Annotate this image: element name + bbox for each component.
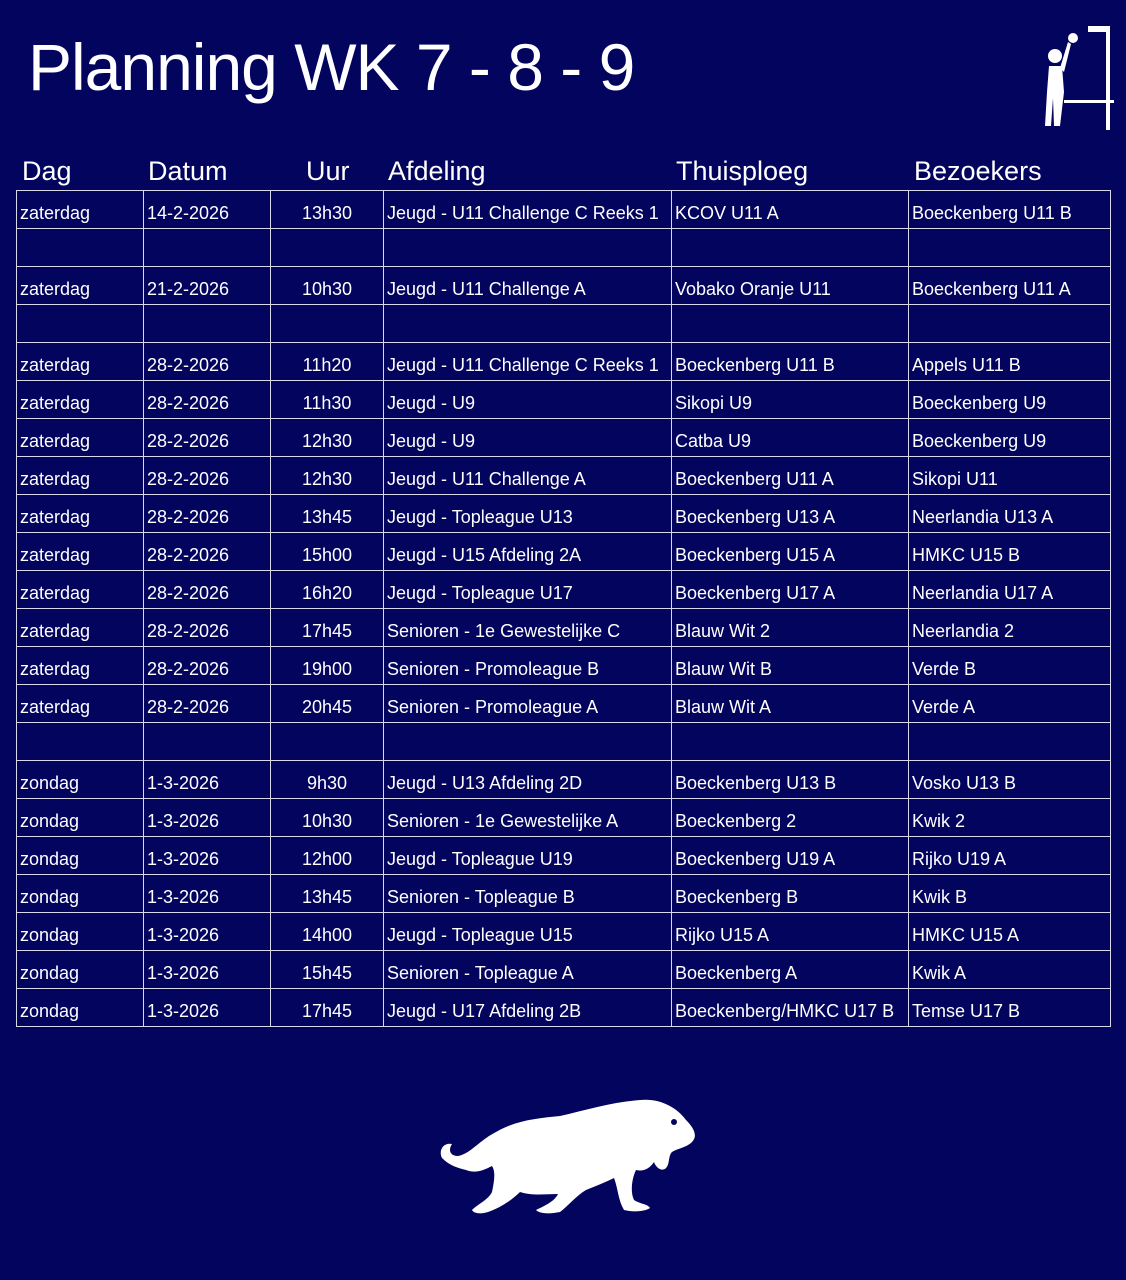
cell-datum <box>144 229 271 267</box>
cell-uur: 13h45 <box>271 875 384 913</box>
cell-uur: 17h45 <box>271 609 384 647</box>
cell-uur: 12h30 <box>271 457 384 495</box>
tiger-logo-icon <box>436 1096 698 1216</box>
table-row <box>17 647 1111 685</box>
cell-uur: 9h30 <box>271 761 384 799</box>
header-bezoekers: Bezoekers <box>914 156 1042 186</box>
cell-datum: 1-3-2026 <box>144 989 271 1027</box>
table-row <box>17 685 1111 723</box>
cell-afdeling: Jeugd - U9 <box>384 381 672 419</box>
cell-thuisploeg: Boeckenberg U13 A <box>672 495 909 533</box>
cell-uur: 13h30 <box>271 191 384 229</box>
korfball-player-icon <box>1040 22 1120 132</box>
cell-dag: zaterdag <box>17 267 144 305</box>
cell-afdeling: Jeugd - U13 Afdeling 2D <box>384 761 672 799</box>
cell-uur: 16h20 <box>271 571 384 609</box>
cell-afdeling: Jeugd - Topleague U19 <box>384 837 672 875</box>
cell-afdeling: Jeugd - U15 Afdeling 2A <box>384 533 672 571</box>
cell-thuisploeg: Vobako Oranje U11 <box>672 267 909 305</box>
cell-bezoekers: Neerlandia U13 A <box>909 495 1111 533</box>
cell-datum: 28-2-2026 <box>144 419 271 457</box>
cell-afdeling <box>384 229 672 267</box>
cell-datum: 28-2-2026 <box>144 533 271 571</box>
cell-bezoekers: Kwik 2 <box>909 799 1111 837</box>
cell-afdeling: Senioren - Promoleague A <box>384 685 672 723</box>
cell-afdeling: Jeugd - Topleague U17 <box>384 571 672 609</box>
cell-uur: 12h30 <box>271 419 384 457</box>
cell-dag: zaterdag <box>17 571 144 609</box>
cell-bezoekers <box>909 723 1111 761</box>
cell-datum: 28-2-2026 <box>144 457 271 495</box>
cell-bezoekers: Sikopi U11 <box>909 457 1111 495</box>
cell-afdeling: Senioren - Topleague B <box>384 875 672 913</box>
cell-afdeling: Jeugd - U11 Challenge C Reeks 1 <box>384 343 672 381</box>
cell-bezoekers: Temse U17 B <box>909 989 1111 1027</box>
cell-thuisploeg: Boeckenberg U19 A <box>672 837 909 875</box>
cell-thuisploeg: Blauw Wit B <box>672 647 909 685</box>
table-row <box>17 989 1111 1027</box>
cell-thuisploeg: Blauw Wit A <box>672 685 909 723</box>
cell-dag: zondag <box>17 837 144 875</box>
cell-datum: 1-3-2026 <box>144 799 271 837</box>
cell-bezoekers: Kwik B <box>909 875 1111 913</box>
cell-dag: zaterdag <box>17 191 144 229</box>
header-dag: Dag <box>22 156 72 186</box>
cell-thuisploeg: Boeckenberg U17 A <box>672 571 909 609</box>
cell-dag: zondag <box>17 799 144 837</box>
cell-datum: 1-3-2026 <box>144 913 271 951</box>
cell-bezoekers <box>909 229 1111 267</box>
cell-afdeling: Jeugd - Topleague U15 <box>384 913 672 951</box>
cell-datum: 14-2-2026 <box>144 191 271 229</box>
cell-bezoekers: Verde A <box>909 685 1111 723</box>
cell-dag: zaterdag <box>17 495 144 533</box>
cell-uur: 15h00 <box>271 533 384 571</box>
cell-bezoekers: Neerlandia 2 <box>909 609 1111 647</box>
cell-thuisploeg: Boeckenberg U11 B <box>672 343 909 381</box>
table-row <box>17 305 1111 343</box>
cell-dag <box>17 305 144 343</box>
cell-dag: zondag <box>17 951 144 989</box>
cell-datum: 1-3-2026 <box>144 951 271 989</box>
cell-afdeling: Jeugd - U17 Afdeling 2B <box>384 989 672 1027</box>
cell-bezoekers: Verde B <box>909 647 1111 685</box>
cell-bezoekers: Boeckenberg U11 A <box>909 267 1111 305</box>
cell-datum: 28-2-2026 <box>144 381 271 419</box>
cell-bezoekers: Boeckenberg U11 B <box>909 191 1111 229</box>
cell-bezoekers: Appels U11 B <box>909 343 1111 381</box>
header-uur: Uur <box>306 156 350 186</box>
cell-datum: 21-2-2026 <box>144 267 271 305</box>
table-row <box>17 229 1111 267</box>
cell-dag: zondag <box>17 761 144 799</box>
cell-afdeling: Senioren - 1e Gewestelijke C <box>384 609 672 647</box>
cell-datum: 28-2-2026 <box>144 647 271 685</box>
cell-uur: 15h45 <box>271 951 384 989</box>
cell-thuisploeg: Boeckenberg U11 A <box>672 457 909 495</box>
cell-afdeling: Senioren - 1e Gewestelijke A <box>384 799 672 837</box>
cell-dag: zaterdag <box>17 685 144 723</box>
cell-bezoekers: Boeckenberg U9 <box>909 419 1111 457</box>
cell-datum: 1-3-2026 <box>144 875 271 913</box>
cell-datum <box>144 305 271 343</box>
cell-dag: zaterdag <box>17 457 144 495</box>
table-row <box>17 875 1111 913</box>
schedule-grid <box>16 190 1111 1027</box>
cell-datum: 28-2-2026 <box>144 685 271 723</box>
cell-dag: zaterdag <box>17 647 144 685</box>
table-row <box>17 495 1111 533</box>
cell-thuisploeg: Catba U9 <box>672 419 909 457</box>
cell-afdeling <box>384 305 672 343</box>
cell-dag: zaterdag <box>17 343 144 381</box>
cell-afdeling: Senioren - Topleague A <box>384 951 672 989</box>
table-row <box>17 571 1111 609</box>
cell-bezoekers: HMKC U15 B <box>909 533 1111 571</box>
cell-dag: zaterdag <box>17 609 144 647</box>
schedule-table <box>16 150 1110 1027</box>
cell-uur: 13h45 <box>271 495 384 533</box>
cell-dag: zondag <box>17 913 144 951</box>
table-row <box>17 343 1111 381</box>
cell-uur: 14h00 <box>271 913 384 951</box>
cell-uur: 10h30 <box>271 799 384 837</box>
page-title: Planning WK 7 - 8 - 9 <box>28 30 635 104</box>
table-header <box>16 150 1110 190</box>
cell-thuisploeg: Boeckenberg U13 B <box>672 761 909 799</box>
cell-datum: 1-3-2026 <box>144 761 271 799</box>
cell-thuisploeg: Sikopi U9 <box>672 381 909 419</box>
cell-dag: zondag <box>17 989 144 1027</box>
table-row <box>17 191 1111 229</box>
cell-thuisploeg: Boeckenberg 2 <box>672 799 909 837</box>
cell-dag: zaterdag <box>17 381 144 419</box>
cell-datum: 28-2-2026 <box>144 571 271 609</box>
cell-afdeling: Jeugd - Topleague U13 <box>384 495 672 533</box>
table-row <box>17 799 1111 837</box>
cell-dag: zaterdag <box>17 419 144 457</box>
table-row <box>17 951 1111 989</box>
cell-datum: 1-3-2026 <box>144 837 271 875</box>
table-row <box>17 723 1111 761</box>
cell-uur: 11h30 <box>271 381 384 419</box>
cell-datum <box>144 723 271 761</box>
table-row <box>17 913 1111 951</box>
cell-datum: 28-2-2026 <box>144 343 271 381</box>
cell-bezoekers: Neerlandia U17 A <box>909 571 1111 609</box>
cell-afdeling <box>384 723 672 761</box>
cell-thuisploeg: Boeckenberg/HMKC U17 B <box>672 989 909 1027</box>
cell-uur: 10h30 <box>271 267 384 305</box>
cell-afdeling: Senioren - Promoleague B <box>384 647 672 685</box>
cell-afdeling: Jeugd - U11 Challenge A <box>384 267 672 305</box>
cell-dag <box>17 229 144 267</box>
table-row <box>17 761 1111 799</box>
cell-uur: 11h20 <box>271 343 384 381</box>
cell-thuisploeg <box>672 305 909 343</box>
cell-thuisploeg: KCOV U11 A <box>672 191 909 229</box>
header-datum: Datum <box>148 156 228 186</box>
table-row <box>17 533 1111 571</box>
cell-uur: 20h45 <box>271 685 384 723</box>
cell-bezoekers: Vosko U13 B <box>909 761 1111 799</box>
cell-thuisploeg: Blauw Wit 2 <box>672 609 909 647</box>
cell-datum: 28-2-2026 <box>144 609 271 647</box>
table-row <box>17 457 1111 495</box>
cell-dag: zaterdag <box>17 533 144 571</box>
cell-uur: 19h00 <box>271 647 384 685</box>
header-afdeling: Afdeling <box>388 156 486 186</box>
cell-uur: 17h45 <box>271 989 384 1027</box>
cell-afdeling: Jeugd - U11 Challenge C Reeks 1 <box>384 191 672 229</box>
cell-bezoekers: Rijko U19 A <box>909 837 1111 875</box>
cell-thuisploeg: Rijko U15 A <box>672 913 909 951</box>
table-row <box>17 267 1111 305</box>
header-thuisploeg: Thuisploeg <box>676 156 809 186</box>
cell-dag <box>17 723 144 761</box>
cell-datum: 28-2-2026 <box>144 495 271 533</box>
cell-uur <box>271 229 384 267</box>
cell-afdeling: Jeugd - U11 Challenge A <box>384 457 672 495</box>
cell-thuisploeg <box>672 229 909 267</box>
cell-thuisploeg: Boeckenberg A <box>672 951 909 989</box>
cell-bezoekers: Kwik A <box>909 951 1111 989</box>
cell-afdeling: Jeugd - U9 <box>384 419 672 457</box>
cell-thuisploeg: Boeckenberg U15 A <box>672 533 909 571</box>
table-row <box>17 381 1111 419</box>
cell-bezoekers <box>909 305 1111 343</box>
table-row <box>17 837 1111 875</box>
cell-thuisploeg: Boeckenberg B <box>672 875 909 913</box>
cell-uur <box>271 723 384 761</box>
cell-bezoekers: Boeckenberg U9 <box>909 381 1111 419</box>
cell-uur <box>271 305 384 343</box>
cell-thuisploeg <box>672 723 909 761</box>
cell-uur: 12h00 <box>271 837 384 875</box>
table-row <box>17 419 1111 457</box>
cell-bezoekers: HMKC U15 A <box>909 913 1111 951</box>
table-row <box>17 609 1111 647</box>
cell-dag: zondag <box>17 875 144 913</box>
